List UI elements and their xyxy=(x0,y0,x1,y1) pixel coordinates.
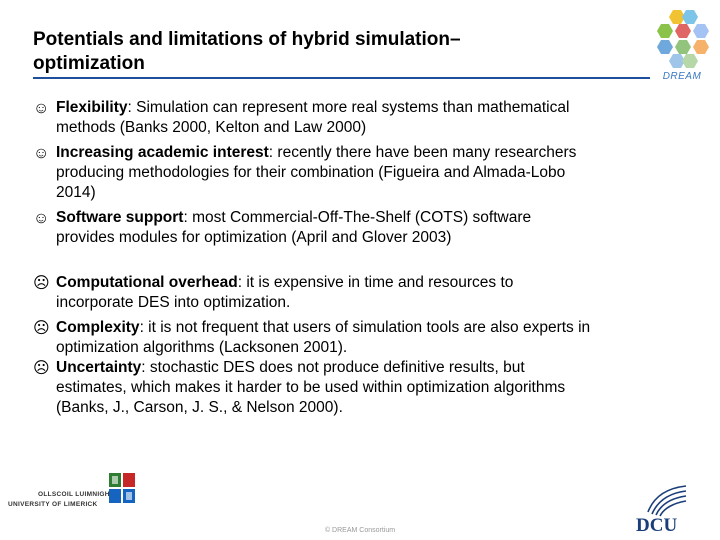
bullet-text: producing methodologies for their combination (Figueira and Almada-Lobo xyxy=(56,164,566,181)
smiley-icon: ☺ xyxy=(33,145,50,162)
hexagon-cluster-icon xyxy=(657,10,709,68)
ul-english-name: UNIVERSITY OF LIMERICK xyxy=(8,501,98,508)
dcu-swoosh-icon xyxy=(648,486,686,516)
slide-title xyxy=(33,28,633,76)
bullet-text: optimization algorithms (Lacksonen 2001). xyxy=(56,339,348,356)
ul-irish-name: OLLSCOIL LUIMNIGH xyxy=(38,491,110,498)
smiley-icon: ☺ xyxy=(33,210,50,227)
bullet-text: incorporate DES into optimization. xyxy=(56,294,291,311)
bullet-computational-overhead xyxy=(33,273,693,313)
bullet-text: (Banks, J., Carson, J. S., & Nelson 2000). xyxy=(56,399,343,416)
dream-logo-label: DREAM xyxy=(662,71,702,82)
university-of-limerick-crest-icon xyxy=(108,472,136,504)
bullet-term: Uncertainty xyxy=(56,359,142,376)
smiley-icon: ☺ xyxy=(33,100,50,117)
bullet-text: : recently there have been many researchers xyxy=(268,144,577,161)
dream-logo xyxy=(656,8,710,70)
frowny-icon: ☹ xyxy=(33,320,50,337)
bullet-uncertainty xyxy=(33,358,693,418)
bullet-text: 2014) xyxy=(56,184,96,201)
bullet-complexity xyxy=(33,318,693,358)
bullet-term: Computational overhead xyxy=(56,274,238,291)
title-underline xyxy=(33,77,650,79)
frowny-icon: ☹ xyxy=(33,275,50,292)
bullet-flexibility xyxy=(33,98,693,138)
frowny-icon: ☹ xyxy=(33,360,50,377)
bullet-text: methods (Banks 2000, Kelton and Law 2000) xyxy=(56,119,367,136)
bullet-text: estimates, which makes it harder to be used within optimization algorithms xyxy=(56,379,566,396)
bullet-text: : Simulation can represent more real systems than mathematical xyxy=(127,99,570,116)
slide-title-line1: Potentials and limitations of hybrid simulation– xyxy=(33,29,461,50)
slide-title-line2: optimization xyxy=(33,53,145,74)
bullet-text: : stochastic DES does not produce definitive results, but xyxy=(141,359,525,376)
bullet-text: provides modules for optimization (April and Glover 2003) xyxy=(56,229,452,246)
bullet-text: : most Commercial-Off-The-Shelf (COTS) software xyxy=(183,209,532,226)
dcu-logo-text: DCU xyxy=(636,515,678,534)
bullet-software-support xyxy=(33,208,693,248)
bullet-academic-interest xyxy=(33,143,693,203)
bullet-term: Flexibility xyxy=(56,99,128,116)
bullet-text: : it is expensive in time and resources to xyxy=(237,274,514,291)
bullet-term: Increasing academic interest xyxy=(56,144,269,161)
bullet-text: : it is not frequent that users of simulation tools are also experts in xyxy=(139,319,591,336)
copyright-notice: © DREAM Consortium xyxy=(324,527,396,534)
dcu-logo xyxy=(628,482,692,534)
bullet-term: Complexity xyxy=(56,319,140,336)
bullet-term: Software support xyxy=(56,209,184,226)
